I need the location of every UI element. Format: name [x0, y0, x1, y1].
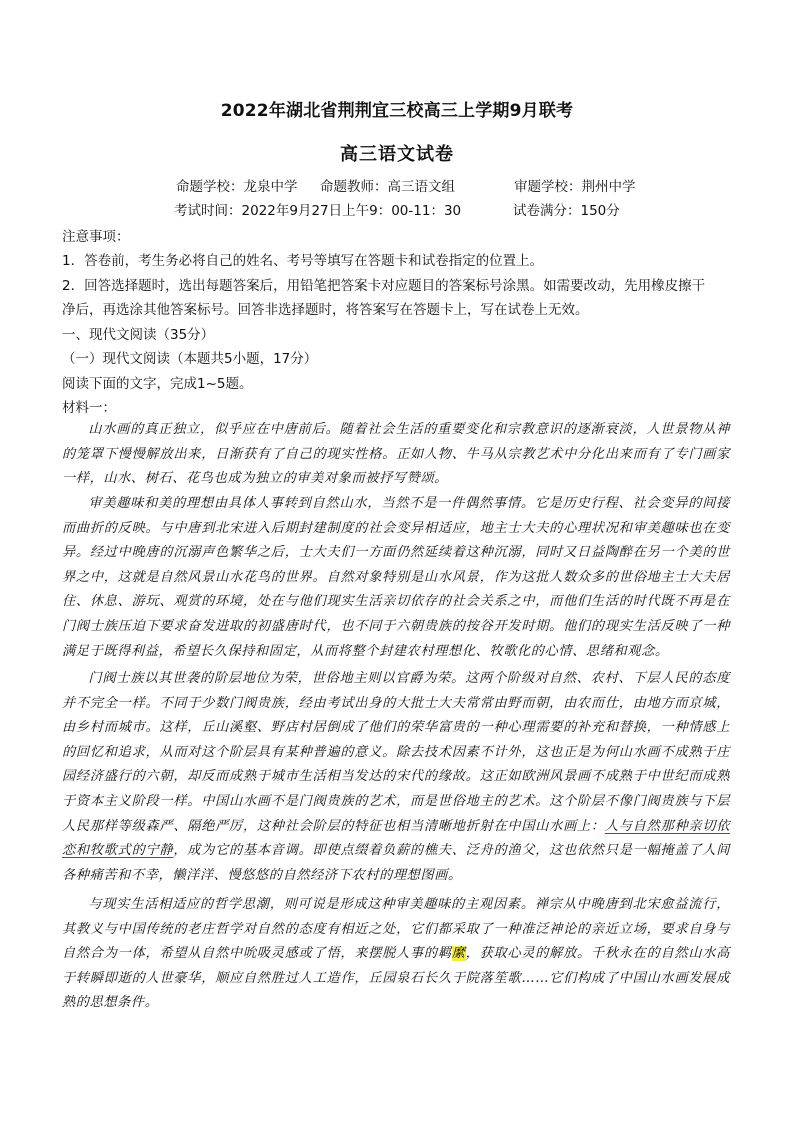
meta-score: 试卷满分：150分	[513, 203, 620, 219]
paragraph-3-underlined: 人与自然那种亲切依恋和牧歌式的宁静	[62, 818, 730, 859]
meta-teacher: 命题教师：高三语文组	[320, 179, 455, 195]
paragraph-3	[62, 667, 730, 888]
paragraph-4-highlighted-char: 縻	[451, 946, 466, 962]
notes-heading: 注意事项：	[62, 229, 130, 245]
paragraph-4	[62, 893, 730, 1016]
notes-item-1: 1．答卷前，考生务必将自己的姓名、考号等填写在答题卡和试卷指定的位置上。	[62, 253, 544, 269]
notes-item-2-line-2: 净后，再选涂其他答案标号。回答非选择题时，将答案写在答题卡上，写在试卷上无效。	[62, 302, 589, 318]
meta-time: 考试时间：2022年9月27日上午9：00-11：30	[174, 203, 462, 219]
notes-item-2-line-1: 2．回答选择题时，选出每题答案后，用铅笔把答案卡对应题目的答案标号涂黑。如需要改动，先用橡皮擦干	[62, 278, 706, 294]
paragraph-4-text-b: ，获取心灵的解放。千秋永在的自然山水高于转瞬即逝的人世豪华，顺应自然胜过人工造作，丘园泉石长久于院落笙歌……它们构成了中国山水画发展成熟的思想条件。	[62, 946, 730, 1011]
paragraph-4-text-a: 与现实生活相适应的哲学思潮，则可说是形成这种审美趣味的主观因素。禅宗从中晚唐到北宋愈益流行，其教义与中国传统的老庄哲学对自然的态度有相近之处，它们都采取了一种准泛神论的亲近立场，要求自身与自然合为一体，希望从自然中吮吸灵感或了悟，来摆脱人事的	[62, 897, 730, 962]
exam-title: 2022年湖北省荆荆宜三校高三上学期9月联考	[220, 101, 574, 121]
paragraph-4-highlight: 羁	[437, 946, 452, 962]
section-part-1: 一、现代文阅读（35分）	[62, 327, 215, 343]
material-label: 材料一：	[62, 400, 116, 416]
paragraph-3-text-a: 门阀士族以其世袭的阶层地位为荣，世俗地主则以官爵为荣。这两个阶级对自然、农村、下层人民的态度并不完全一样。不同于少数门阀贵族，经由考试出身的大批士大夫常常由野而朝，由农而仕，由地方而京城，由乡村而城市。这样，丘山溪壑、野店村居倒成了他们的荣华富贵的一种心理需要的补充和替换，一种情感上的回忆和追求，从而对这个阶层具有某种普遍的意义。除去技术因素不计外，这也正是为何山水画不成熟于庄园经济盛行的六朝，却反而成熟于城市生活相当发达的宋代的缘故。这正如欧洲风景画不成熟于中世纪而成熟于资本主义阶段一样。中国山水画不是门阀贵族的艺术，而是世俗地主的艺术。这个阶层不像门阀贵族与下层人民那样等级森严、隔绝严厉，这种社会阶层的特征也相当清晰地折射在中国山水画上：	[62, 671, 730, 834]
paragraph-1: 山水画的真正独立，似乎应在中唐前后。随着社会生活的重要变化和宗教意识的逐渐衰淡，人世景物从神的笼罩下慢慢解放出来，日渐获有了自己的现实性格。正如人物、牛马从宗教艺术中分化出来而有了专门画家一样，山水、树石、花鸟也成为独立的审美对象而被抒写赞颂。	[62, 422, 730, 487]
meta-school: 命题学校：龙泉中学	[176, 179, 298, 195]
section-instruction: 阅读下面的文字，完成1~5题。	[62, 376, 253, 392]
paragraph-3-text-b: ，成为它的基本音调。即使点缀着负薪的樵夫、泛舟的渔父，这也依然只是一幅掩盖了人间各种痛苦和不幸，懒洋洋、慢悠悠的自然经济下农村的理想图画。	[62, 843, 730, 883]
meta-reviewer: 审题学校：荆州中学	[514, 179, 636, 195]
paragraph-2: 审美趣味和美的理想由具体人事转到自然山水，当然不是一件偶然事情。它是历史行程、社会变异的间接而曲折的反映。与中唐到北宋进入后期封建制度的社会变异相适应，地主士大夫的心理状况和审美趣味也在变异。经过中晚唐的沉溺声色繁华之后，士大夫们一方面仍然延续着这种沉溺，同时又日益陶醉在另一个美的世界之中，这就是自然风景山水花鸟的世界。自然对象特别是山水风景，作为这批人数众多的世俗地主士大夫居住、休息、游玩、观赏的环境，处在与他们现实生活亲切依存的社会关系之中，而他们生活的时代既不再是在门阀士族压迫下要求奋发进取的初盛唐时代，也不同于六朝贵族的按谷开发时期。他们的现实生活反映了一种满足于既得利益，希望长久保持和固定，从而将整个封建农村理想化、牧歌化的心情、思绪和观念。	[62, 496, 730, 659]
section-part-1-sub: （一）现代文阅读（本题共5小题，17分）	[62, 351, 318, 367]
exam-subtitle: 高三语文试卷	[340, 144, 454, 165]
